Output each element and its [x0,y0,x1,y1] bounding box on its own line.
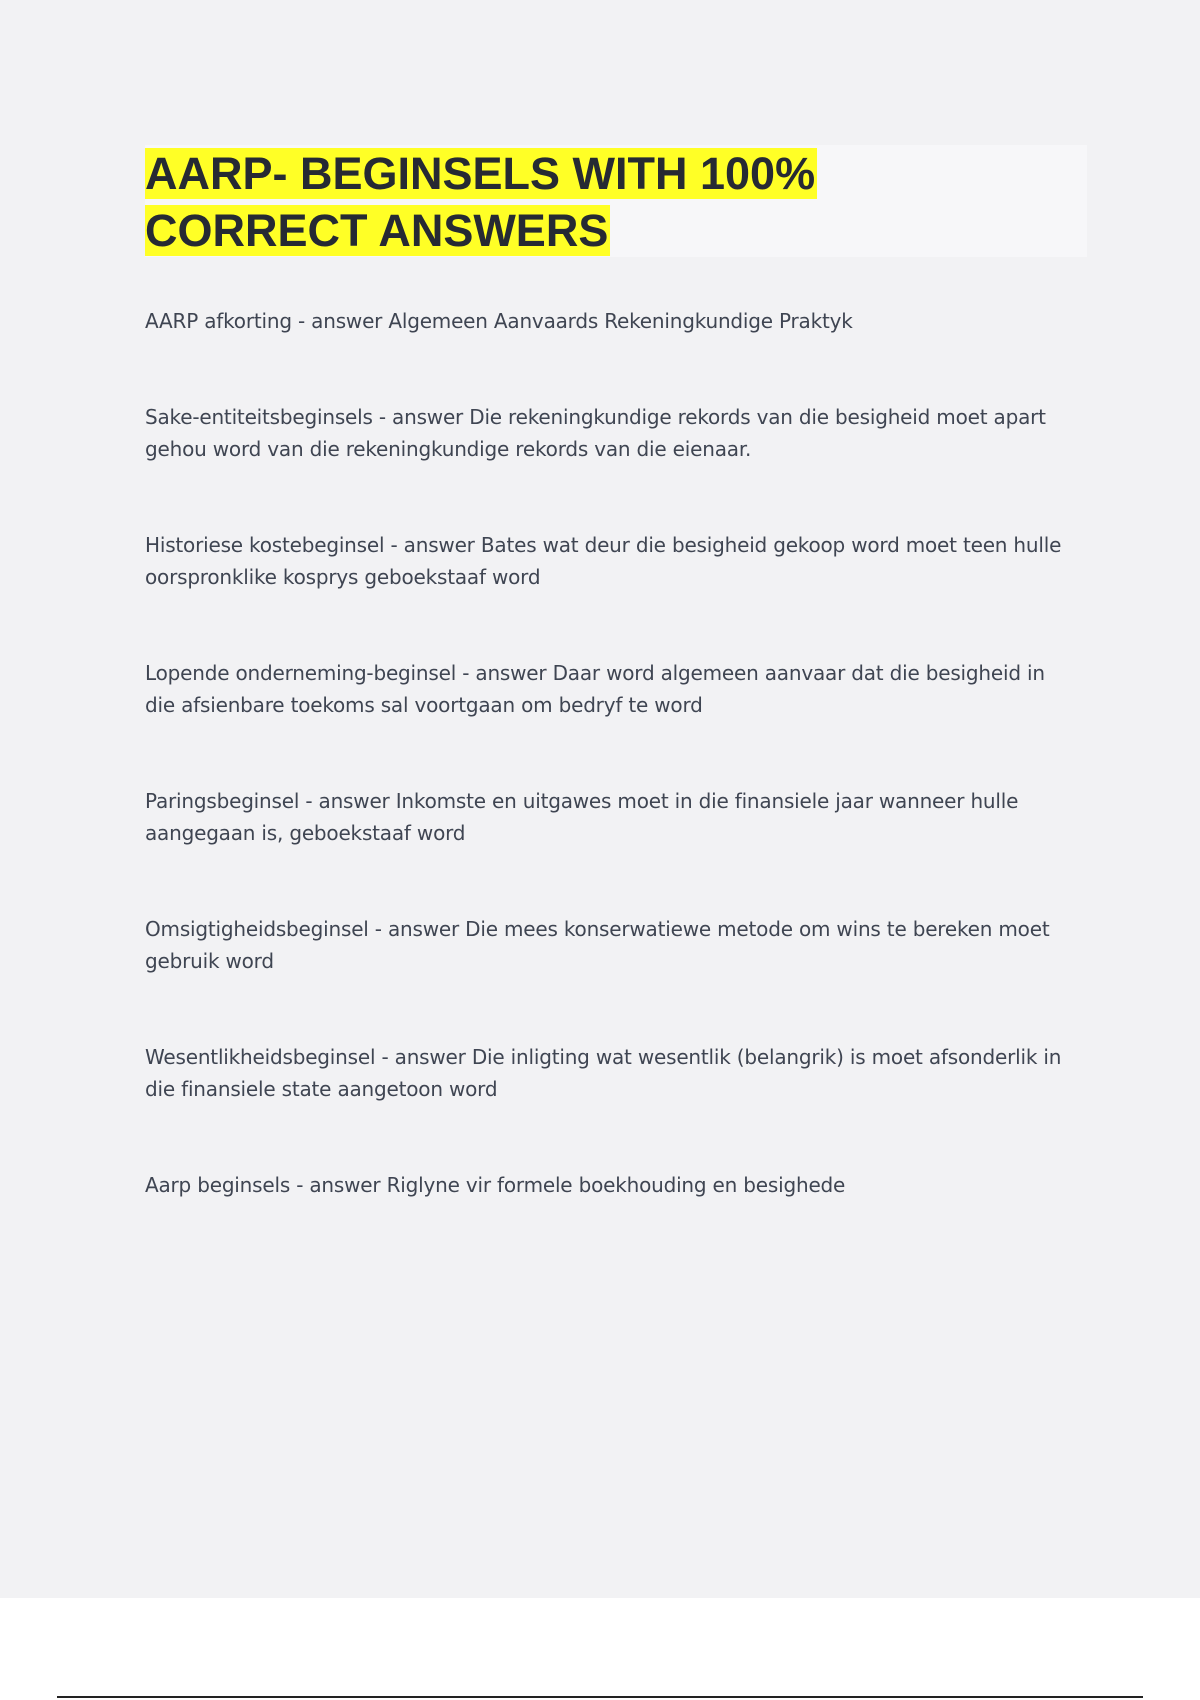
question-answer-list [145,305,1080,1265]
qa-item-sake-entiteitsbeginsels: Sake-entiteitsbeginsels - answer Die rekeningkundige rekords van die besigheid moet apart gehou word van die rekeningkundige rekords van die eienaar. [145,405,1046,461]
title-line-2: CORRECT ANSWERS [145,205,609,256]
qa-item-wesentlikheidsbeginsel: Wesentlikheidsbeginsel - answer Die inligting wat wesentlik (belangrik) is moet afsonderlik in die finansiele state aangetoon word [145,1045,1062,1101]
qa-item-omsigtigheidsbeginsel: Omsigtigheidsbeginsel - answer Die mees konserwatiewe metode om wins te bereken moet gebruik word [145,917,1050,973]
qa-item-historiese-kostebeginsel: Historiese kostebeginsel - answer Bates wat deur die besigheid gekoop word moet teen hulle oorspronklike kosprys geboekstaaf word [145,533,1062,589]
title-block [145,145,1087,257]
title-line-1: AARP- BEGINSELS WITH 100% [145,148,816,199]
footer-divider [57,1696,1143,1698]
qa-item-paringsbeginsel: Paringsbeginsel - answer Inkomste en uitgawes moet in die finansiele jaar wanneer hulle aangegaan is, geboekstaaf word [145,789,1019,845]
qa-item-lopende-onderneming-beginsel: Lopende onderneming-beginsel - answer Daar word algemeen aanvaar dat die besigheid in die afsienbare toekoms sal voortgaan om bedryf te word [145,661,1045,717]
qa-item-aarp-beginsels: Aarp beginsels - answer Riglyne vir formele boekhouding en besighede [145,1173,846,1197]
qa-item-aarp-afkorting: AARP afkorting - answer Algemeen Aanvaards Rekeningkundige Praktyk [145,309,853,333]
page-title [145,145,1087,259]
